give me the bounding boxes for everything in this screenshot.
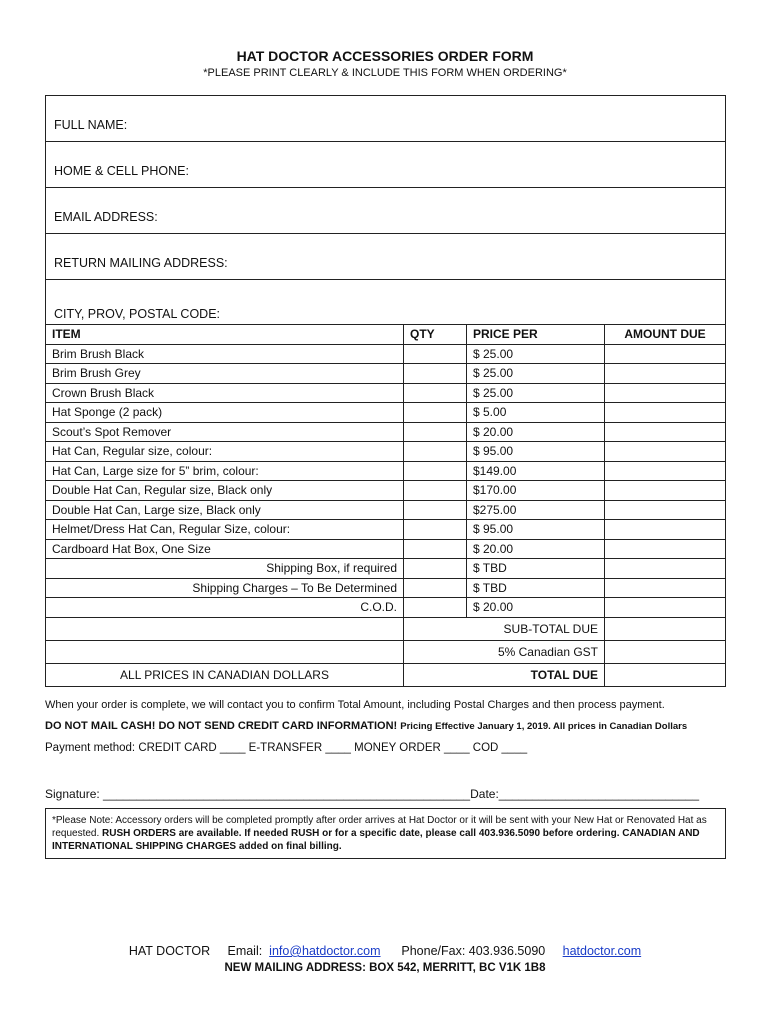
- amount-input[interactable]: [605, 539, 726, 559]
- gst-amount-input[interactable]: [605, 640, 726, 663]
- item-name: Scout’s Spot Remover: [46, 422, 404, 442]
- completion-note: When your order is complete, we will contact you to confirm Total Amount, including Postal Charges and then process payment.: [45, 699, 665, 711]
- footer-company: HAT DOCTOR: [128, 944, 211, 958]
- amount-input[interactable]: [605, 422, 726, 442]
- amount-input[interactable]: [605, 364, 726, 384]
- total-label: TOTAL DUE: [404, 663, 605, 686]
- item-name: Shipping Box, if required: [46, 559, 404, 579]
- table-row: [46, 598, 726, 618]
- full-name-field[interactable]: [46, 96, 725, 142]
- please-note-box: [45, 808, 726, 859]
- amount-input[interactable]: [605, 344, 726, 364]
- amount-input[interactable]: [605, 520, 726, 540]
- item-name: Hat Can, Regular size, colour:: [46, 442, 404, 462]
- table-row: [46, 403, 726, 423]
- header-item: ITEM: [46, 325, 404, 345]
- gst-row: [46, 640, 726, 663]
- footer-email-label: Email:: [227, 944, 263, 958]
- qty-input[interactable]: [404, 383, 467, 403]
- amount-input[interactable]: [605, 598, 726, 618]
- amount-input[interactable]: [605, 461, 726, 481]
- amount-input[interactable]: [605, 500, 726, 520]
- item-price: $ TBD: [467, 578, 605, 598]
- footer-website-link[interactable]: hatdoctor.com: [562, 944, 642, 958]
- qty-input[interactable]: [404, 500, 467, 520]
- table-row: [46, 500, 726, 520]
- phone-field[interactable]: [46, 142, 725, 188]
- email-label: EMAIL ADDRESS:: [54, 210, 158, 224]
- item-name: Double Hat Can, Regular size, Black only: [46, 481, 404, 501]
- item-price: $ 20.00: [467, 598, 605, 618]
- cash-warning: DO NOT MAIL CASH! DO NOT SEND CREDIT CARD INFORMATION!: [45, 720, 398, 732]
- qty-input[interactable]: [404, 442, 467, 462]
- table-row: [46, 422, 726, 442]
- item-price: $ 95.00: [467, 442, 605, 462]
- item-price: $ 25.00: [467, 383, 605, 403]
- address-label: RETURN MAILING ADDRESS:: [54, 256, 228, 270]
- item-name: Helmet/Dress Hat Can, Regular Size, colour:: [46, 520, 404, 540]
- item-name: Crown Brush Black: [46, 383, 404, 403]
- table-header-row: [46, 325, 726, 345]
- blank-cell: [46, 640, 404, 663]
- qty-input[interactable]: [404, 598, 467, 618]
- amount-input[interactable]: [605, 578, 726, 598]
- blank-cell: [46, 617, 404, 640]
- table-row: [46, 383, 726, 403]
- amount-input[interactable]: [605, 559, 726, 579]
- currency-note: ALL PRICES IN CANADIAN DOLLARS: [46, 663, 404, 686]
- amount-input[interactable]: [605, 403, 726, 423]
- item-price: $ 5.00: [467, 403, 605, 423]
- subtotal-amount-input[interactable]: [605, 617, 726, 640]
- customer-info-box: [45, 95, 726, 325]
- item-price: $ TBD: [467, 559, 605, 579]
- item-price: $ 25.00: [467, 364, 605, 384]
- table-row: [46, 344, 726, 364]
- pricing-note: Pricing Effective January 1, 2019. All prices in Canadian Dollars: [400, 721, 688, 732]
- footer-phone: Phone/Fax: 403.936.5090: [401, 944, 546, 958]
- qty-input[interactable]: [404, 481, 467, 501]
- item-name: Brim Brush Black: [46, 344, 404, 364]
- total-row: [46, 663, 726, 686]
- table-row: [46, 520, 726, 540]
- rush-orders-note: RUSH ORDERS are available. If needed RUSH or for a specific date, please call 403.936.5090 before ordering. CANADIAN AND INTERNATIONAL SHIPPING CHARGES added on final billing.: [52, 828, 700, 852]
- item-name: Brim Brush Grey: [46, 364, 404, 384]
- amount-input[interactable]: [605, 481, 726, 501]
- item-name: Shipping Charges – To Be Determined: [46, 578, 404, 598]
- total-amount-input[interactable]: [605, 663, 726, 686]
- table-row: [46, 364, 726, 384]
- city-field[interactable]: [46, 280, 725, 325]
- subtotal-label: SUB-TOTAL DUE: [404, 617, 605, 640]
- gst-label: 5% Canadian GST: [404, 640, 605, 663]
- amount-input[interactable]: [605, 442, 726, 462]
- header-price: PRICE PER: [467, 325, 605, 345]
- item-name: Cardboard Hat Box, One Size: [46, 539, 404, 559]
- qty-input[interactable]: [404, 344, 467, 364]
- phone-label: HOME & CELL PHONE:: [54, 164, 189, 178]
- signature-line[interactable]: Signature: _______________________________________________________Date:______________________________: [45, 787, 699, 801]
- qty-input[interactable]: [404, 539, 467, 559]
- qty-input[interactable]: [404, 461, 467, 481]
- footer-mailing-address: NEW MAILING ADDRESS: BOX 542, MERRITT, BC V1K 1B8: [224, 962, 546, 974]
- item-price: $ 25.00: [467, 344, 605, 364]
- item-price: $ 95.00: [467, 520, 605, 540]
- qty-input[interactable]: [404, 559, 467, 579]
- qty-input[interactable]: [404, 403, 467, 423]
- item-name: C.O.D.: [46, 598, 404, 618]
- form-title: HAT DOCTOR ACCESSORIES ORDER FORM: [236, 48, 534, 64]
- table-row: [46, 481, 726, 501]
- address-field[interactable]: [46, 234, 725, 280]
- full-name-label: FULL NAME:: [54, 118, 128, 132]
- item-name: Hat Can, Large size for 5” brim, colour:: [46, 461, 404, 481]
- amount-input[interactable]: [605, 383, 726, 403]
- qty-input[interactable]: [404, 520, 467, 540]
- item-price: $275.00: [467, 500, 605, 520]
- table-row: [46, 578, 726, 598]
- order-table: [45, 324, 726, 687]
- table-row: [46, 539, 726, 559]
- header-qty: QTY: [404, 325, 467, 345]
- item-price: $ 20.00: [467, 422, 605, 442]
- header-amount: AMOUNT DUE: [605, 325, 726, 345]
- item-name: Double Hat Can, Large size, Black only: [46, 500, 404, 520]
- item-price: $ 20.00: [467, 539, 605, 559]
- table-row: [46, 461, 726, 481]
- payment-method[interactable]: Payment method: CREDIT CARD ____ E-TRANSFER ____ MONEY ORDER ____ COD ____: [45, 742, 528, 754]
- footer-contact: [0, 944, 770, 958]
- table-row: [46, 559, 726, 579]
- qty-input[interactable]: [404, 364, 467, 384]
- footer-email-link[interactable]: info@hatdoctor.com: [269, 944, 381, 958]
- qty-input[interactable]: [404, 578, 467, 598]
- qty-input[interactable]: [404, 422, 467, 442]
- please-note-text: *Please Note: Accessory orders will be completed promptly after order arrives at Hat Doctor or it will be sent with your New Hat or Renovated Hat as requested.: [52, 815, 707, 839]
- table-row: [46, 442, 726, 462]
- city-label: CITY, PROV, POSTAL CODE:: [54, 307, 221, 321]
- subtotal-row: [46, 617, 726, 640]
- item-price: $149.00: [467, 461, 605, 481]
- form-subtitle: *PLEASE PRINT CLEARLY & INCLUDE THIS FORM WHEN ORDERING*: [203, 67, 567, 79]
- item-name: Hat Sponge (2 pack): [46, 403, 404, 423]
- warning-line: [45, 720, 687, 732]
- item-price: $170.00: [467, 481, 605, 501]
- email-field[interactable]: [46, 188, 725, 234]
